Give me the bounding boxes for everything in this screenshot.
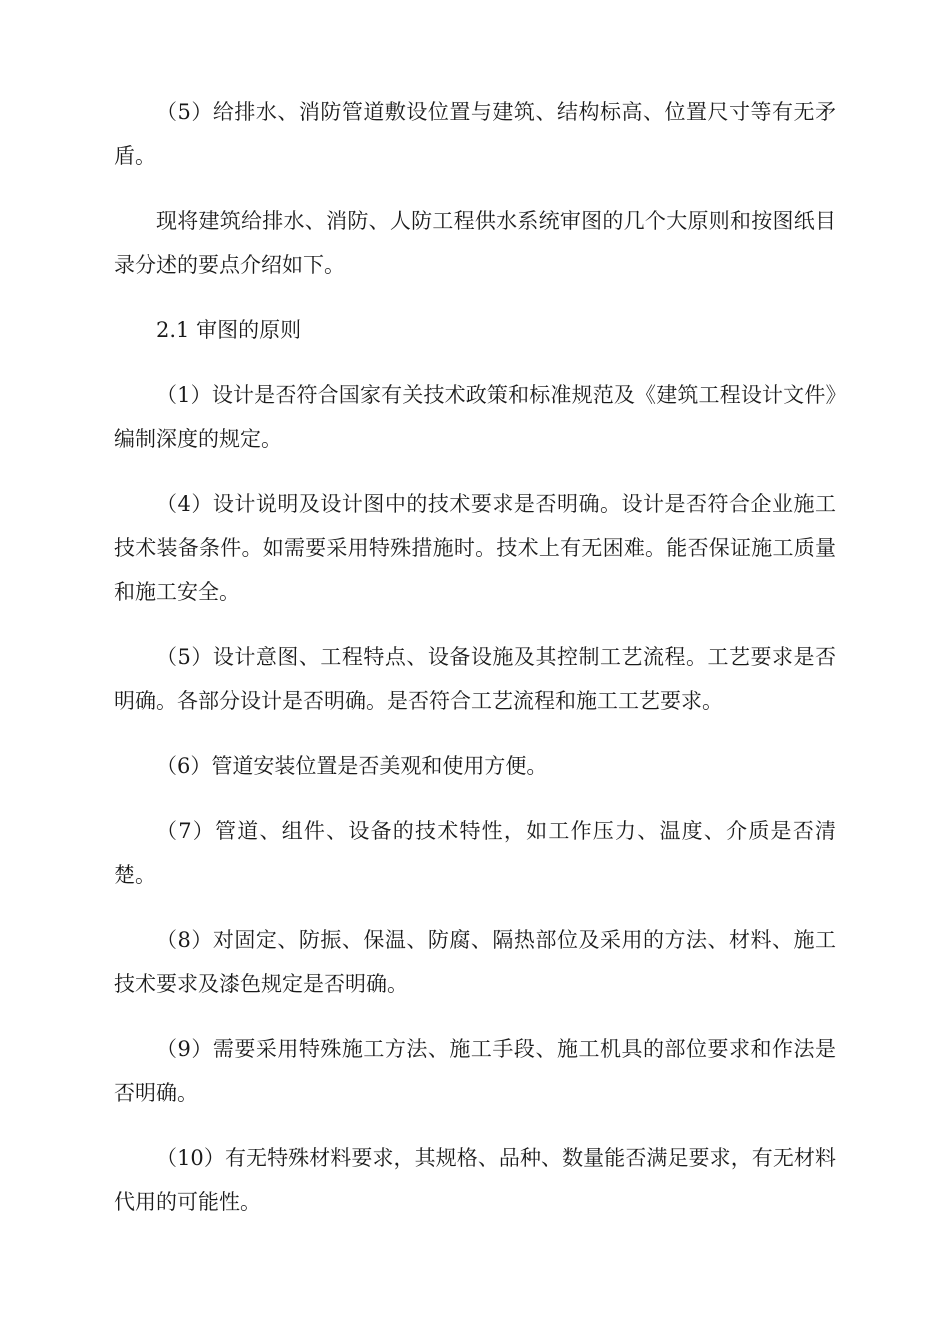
paragraph-drainage-conflict: （5）给排水、消防管道敷设位置与建筑、结构标高、位置尺寸等有无矛盾。 [114, 100, 836, 168]
paragraph-principle-9: （9）需要采用特殊施工方法、施工手段、施工机具的部位要求和作法是否明确。 [114, 1037, 836, 1105]
paragraph-principle-4: （4）设计说明及设计图中的技术要求是否明确。设计是否符合企业施工技术装备条件。如需要采用特殊措施时。技术上有无困难。能否保证施工质量和施工安全。 [114, 492, 836, 604]
paragraph-principle-5: （5）设计意图、工程特点、设备设施及其控制工艺流程。工艺要求是否明确。各部分设计是否明确。是否符合工艺流程和施工工艺要求。 [114, 645, 836, 713]
paragraph-principle-8: （8）对固定、防振、保温、防腐、隔热部位及采用的方法、材料、施工技术要求及漆色规定是否明确。 [114, 928, 836, 996]
document-body [114, 90, 836, 1245]
paragraph-principle-10: （10）有无特殊材料要求，其规格、品种、数量能否满足要求，有无材料代用的可能性。 [114, 1146, 836, 1214]
paragraph-principle-6: （6）管道安装位置是否美观和使用方便。 [156, 754, 548, 778]
paragraph-principle-7: （7）管道、组件、设备的技术特性，如工作压力、温度、介质是否清楚。 [114, 819, 836, 887]
paragraph-principle-1: （1）设计是否符合国家有关技术政策和标准规范及《建筑工程设计文件》编制深度的规定。 [114, 383, 836, 451]
section-heading-review-principles: 2.1 审图的原则 [156, 318, 302, 342]
paragraph-introduction: 现将建筑给排水、消防、人防工程供水系统审图的几个大原则和按图纸目录分述的要点介绍如下。 [114, 209, 836, 277]
